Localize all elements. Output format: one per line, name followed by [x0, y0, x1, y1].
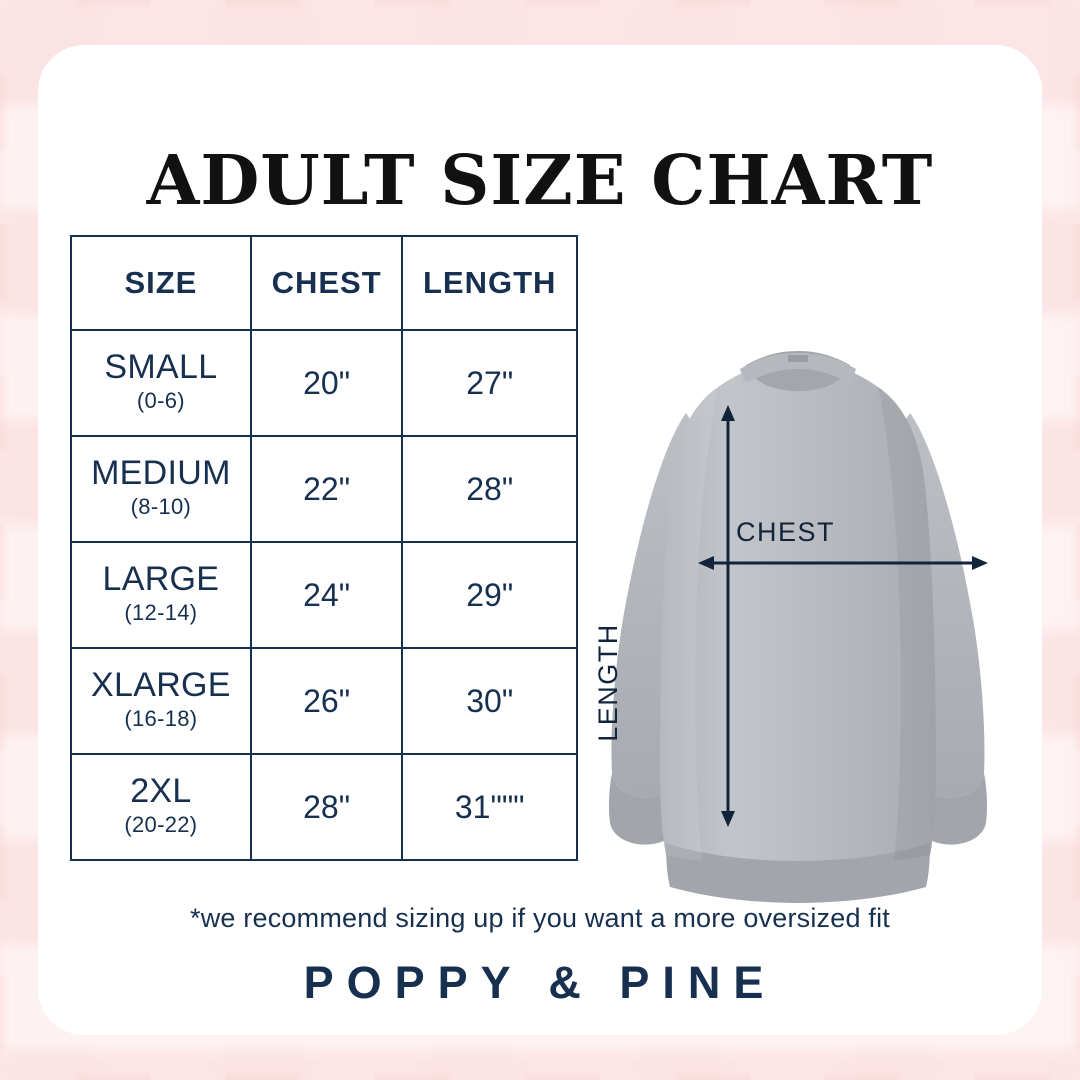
size-range: (8-10) [130, 494, 192, 519]
chest-dimension-label: CHEST [736, 517, 836, 547]
table-header-row [71, 236, 577, 330]
size-table-wrapper [70, 235, 578, 861]
cell-chest [251, 542, 403, 648]
chest-value: 24" [303, 576, 351, 613]
page-title: ADULT SIZE CHART [146, 141, 934, 221]
table-row [71, 648, 577, 754]
column-header-size: SIZE [71, 236, 251, 330]
length-value: 29" [466, 576, 514, 613]
cell-length [402, 648, 577, 754]
cell-length [402, 754, 577, 860]
cell-chest [251, 330, 403, 436]
neck-tag [788, 355, 808, 362]
length-value: 30" [466, 682, 514, 719]
chest-value: 22" [303, 470, 351, 507]
cell-length [402, 542, 577, 648]
brand-name: POPPY & PINE [303, 957, 777, 1008]
size-range: (16-18) [124, 706, 198, 731]
table-row [71, 754, 577, 860]
cell-length [402, 330, 577, 436]
cell-size [71, 330, 251, 436]
content-card [38, 45, 1042, 1035]
cell-size [71, 754, 251, 860]
cell-chest [251, 754, 403, 860]
cell-size [71, 542, 251, 648]
cell-chest [251, 436, 403, 542]
size-range: (12-14) [124, 600, 198, 625]
size-name: XLARGE [91, 666, 231, 705]
size-range: (20-22) [124, 812, 198, 837]
sweatshirt-illustration [568, 295, 1028, 905]
chest-value: 20" [303, 364, 351, 401]
cell-chest [251, 648, 403, 754]
size-range: (0-6) [136, 388, 185, 413]
product-image-area [568, 295, 1028, 905]
size-name: SMALL [104, 348, 218, 387]
column-header-length: LENGTH [402, 236, 577, 330]
length-value: 31""" [454, 788, 525, 825]
size-table [70, 235, 578, 861]
chest-value: 26" [303, 682, 351, 719]
size-name: MEDIUM [91, 454, 231, 493]
size-name: LARGE [102, 560, 220, 599]
chest-value: 28" [303, 788, 351, 825]
length-dimension-label: LENGTH [592, 623, 623, 742]
chest-arrow-right-head [972, 556, 988, 570]
cell-size [71, 648, 251, 754]
cell-size [71, 436, 251, 542]
table-row [71, 542, 577, 648]
size-name: 2XL [130, 772, 192, 811]
cell-length [402, 436, 577, 542]
sizing-note: *we recommend sizing up if you want a more oversized fit [189, 903, 890, 933]
length-value: 27" [466, 364, 514, 401]
table-row [71, 330, 577, 436]
table-row [71, 436, 577, 542]
column-header-chest: CHEST [251, 236, 403, 330]
length-value: 28" [466, 470, 514, 507]
